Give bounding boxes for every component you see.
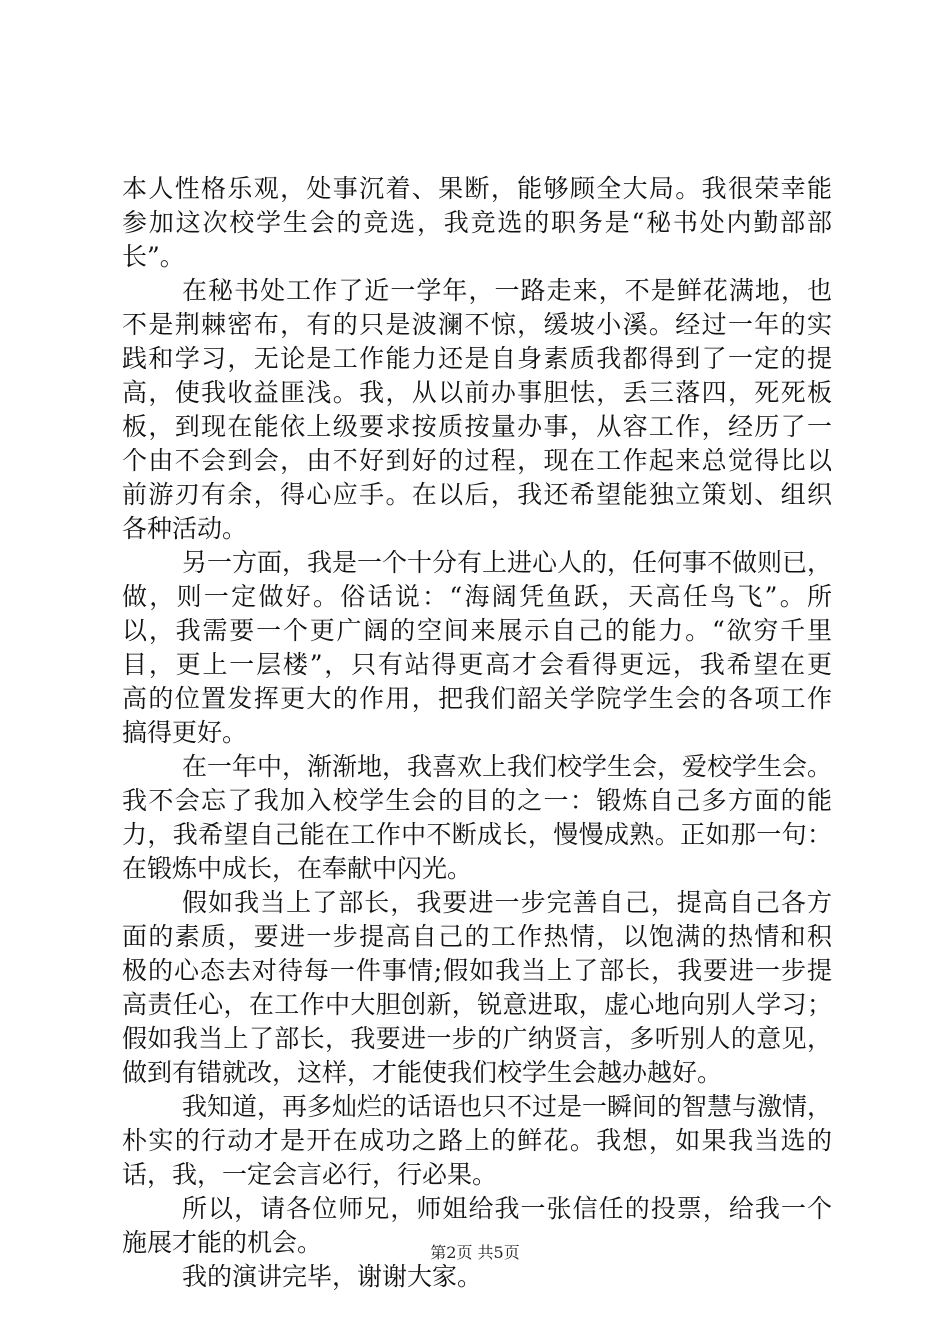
text-line: 做到有错就改，这样，才能使我们校学生会越办越好。 <box>122 1058 723 1087</box>
text-line: 长”。 <box>122 242 185 271</box>
text-line: 不是荆棘密布，有的只是波澜不惊，缓坡小溪。经过一年的实 <box>122 310 832 339</box>
text-line: 前游刃有余，得心应手。在以后，我还希望能独立策划、组织 <box>122 480 832 509</box>
text-line: 我不会忘了我加入校学生会的目的之一：锻炼自己多方面的能 <box>122 786 832 815</box>
text-line: 所以，请各位师兄，师姐给我一张信任的投票，给我一个 <box>182 1194 832 1223</box>
text-line: 搞得更好。 <box>122 718 248 747</box>
speech-body <box>122 172 832 1294</box>
text-line: 以，我需要一个更广阔的空间来展示自己的能力。“欲穷千里 <box>122 616 832 645</box>
text-line: 高的位置发挥更大的作用，把我们韶关学院学生会的各项工作 <box>122 684 832 713</box>
text-line: 高责任心，在工作中大胆创新，锐意进取，虚心地向别人学习； <box>122 990 832 1019</box>
text-line: 另一方面，我是一个十分有上进心人的，任何事不做则已， <box>182 548 833 577</box>
text-line: 在一年中，渐渐地，我喜欢上我们校学生会，爱校学生会。 <box>182 752 833 781</box>
text-line: 假如我当上了部长，我要进一步完善自己，提高自己各方 <box>182 888 832 917</box>
text-line: 面的素质，要进一步提高自己的工作热情，以饱满的热情和积 <box>122 922 832 951</box>
text-line: 个由不会到会，由不好到好的过程，现在工作起来总觉得比以 <box>122 446 832 475</box>
text-line: 参加这次校学生会的竞选，我竞选的职务是“秘书处内勤部部 <box>122 208 832 237</box>
text-line: 施展才能的机会。 <box>122 1228 323 1257</box>
text-line: 践和学习，无论是工作能力还是自身素质我都得到了一定的提 <box>122 344 832 373</box>
text-line: 我知道，再多灿烂的话语也只不过是一瞬间的智慧与激情， <box>182 1092 833 1121</box>
text-line: 力，我希望自己能在工作中不断成长，慢慢成熟。正如那一句： <box>122 820 832 849</box>
text-line: 高，使我收益匪浅。我，从以前办事胆怯，丢三落四，死死板 <box>122 378 832 407</box>
text-line: 做，则一定做好。俗话说：“海阔凭鱼跃，天高任鸟飞”。所 <box>122 582 832 611</box>
text-line: 话，我，一定会言必行，行必果。 <box>122 1160 498 1189</box>
text-line: 本人性格乐观，处事沉着、果断，能够顾全大局。我很荣幸能 <box>122 174 832 203</box>
text-line: 在锻炼中成长，在奉献中闪光。 <box>122 854 473 883</box>
text-line: 板，到现在能依上级要求按质按量办事，从容工作，经历了一 <box>122 412 832 441</box>
text-line: 极的心态去对待每一件事情;假如我当上了部长，我要进一步提 <box>122 956 832 985</box>
page-footer: 第2页 共5页 <box>430 1243 520 1262</box>
text-line: 目，更上一层楼”，只有站得更高才会看得更远，我希望在更 <box>122 650 832 679</box>
text-line: 在秘书处工作了近一学年，一路走来，不是鲜花满地，也 <box>182 276 832 305</box>
text-line: 我的演讲完毕，谢谢大家。 <box>182 1262 483 1291</box>
text-line: 各种活动。 <box>122 514 248 543</box>
text-line: 朴实的行动才是开在成功之路上的鲜花。我想，如果我当选的 <box>122 1126 832 1155</box>
text-line: 假如我当上了部长，我要进一步的广纳贤言，多听别人的意见， <box>122 1024 832 1053</box>
